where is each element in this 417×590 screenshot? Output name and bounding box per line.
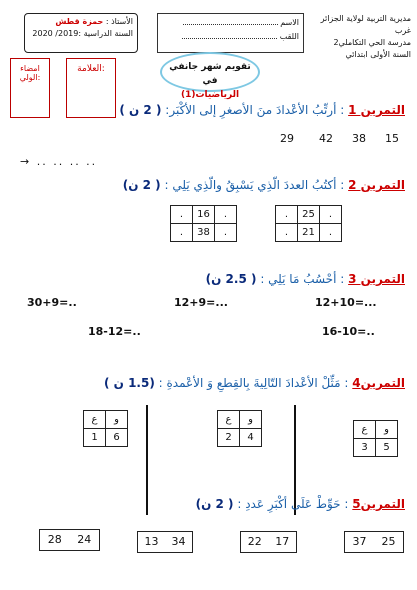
ex1-label: التمرين 1 <box>348 103 405 117</box>
ex5-pair-box[interactable] <box>344 531 404 553</box>
ex5-number[interactable]: 13 <box>144 535 159 548</box>
ex4-head-units: و <box>240 411 262 429</box>
ex1-number: 29 <box>280 132 294 145</box>
ex4-value: 2 <box>218 429 240 447</box>
ex4-points: (1.5 ن ) <box>103 376 155 390</box>
school-info <box>311 13 411 61</box>
ex5-number[interactable]: 34 <box>171 535 186 548</box>
school-line: مديرية التربية لولاية الجزائر غرب <box>320 14 411 35</box>
ex4-title <box>104 376 405 390</box>
ex4-table-1 <box>83 410 128 447</box>
student-box <box>157 13 304 53</box>
ex4-table-3 <box>353 420 398 457</box>
ex1-number: 15 <box>385 132 399 145</box>
ex2-cell[interactable]: . <box>320 224 342 242</box>
school-year: السنة الدراسية :2019/ 2020 <box>32 29 133 38</box>
ex2-cell[interactable]: . <box>276 206 298 224</box>
ex3-equation: 12+9=... <box>174 296 228 309</box>
ex4-label: التمرين4 <box>352 376 405 390</box>
ex1-text: : أرتِّبُ الأعْدادَ منَ الأصغرِ إلى الأكْبَر: <box>165 103 345 117</box>
ex4-head-tens: ع <box>218 411 240 429</box>
ex2-cell[interactable]: . <box>215 224 237 242</box>
ex4-table-2 <box>217 410 262 447</box>
ex5-title <box>196 497 405 511</box>
ex4-value: 1 <box>84 429 106 447</box>
ex2-cell[interactable]: . <box>276 224 298 242</box>
ex5-number[interactable]: 37 <box>352 535 367 548</box>
ex5-text: : حَوِّطْ عَلَى أكْبَرِ عَددِ : <box>237 497 349 511</box>
ex2-cell: 21 <box>298 224 320 242</box>
ex1-title <box>119 103 405 117</box>
teacher-label: الأستاذ : <box>105 17 133 26</box>
ex2-cell[interactable]: . <box>320 206 342 224</box>
ex5-pair-box[interactable] <box>39 529 100 551</box>
page-title <box>160 52 260 100</box>
school-line: السنة الأولى ابتدائي <box>345 50 411 59</box>
school-line: مدرسة الحي التكاملي2 <box>333 38 411 47</box>
ex5-points: ( 2 ن) <box>195 497 234 511</box>
ex3-points: ( 2.5 ن) <box>205 272 257 286</box>
ex3-equation: 16-10=.. <box>322 325 375 338</box>
student-surname-field[interactable] <box>182 30 277 39</box>
ex5-number[interactable]: 17 <box>275 535 290 548</box>
ex2-points: ( 2 ن) <box>122 178 161 192</box>
student-name-field[interactable] <box>183 16 278 25</box>
ex2-table-right <box>275 205 342 242</box>
ex2-cell: 25 <box>298 206 320 224</box>
ex2-cell[interactable]: . <box>171 224 193 242</box>
ex4-value: 4 <box>240 429 262 447</box>
grade-label: العلامة: <box>77 64 105 74</box>
ex2-table-left <box>170 205 237 242</box>
title-line-1: تقويم شهر جانفي في <box>169 62 251 86</box>
ex4-value: 3 <box>354 439 376 457</box>
ex3-text: : أحْسُبُ مَا يَلِي : <box>260 272 345 286</box>
teacher-name: حمزة قطش <box>55 17 104 26</box>
ex4-text: : مَثِّلْ الأعْدادَ التّالِيةَ بِالقِطعِ وَ الأعْمدةِ : <box>158 376 349 390</box>
ex1-points: ( 2 ن ) <box>119 103 162 117</box>
title-line-2: الرياضيات(1) <box>180 90 240 100</box>
ex2-text: : أكتُبُ العددَ الّذِي يَسْبِقُ والّذِي يَلِي : <box>164 178 345 192</box>
student-name-label: الاسم <box>280 18 299 27</box>
ex1-answer-line[interactable]: → .. .. .. .. <box>20 155 98 168</box>
ex2-label: التمرين 2 <box>348 178 405 192</box>
ex5-number[interactable]: 22 <box>247 535 262 548</box>
ex4-head-tens: ع <box>84 411 106 429</box>
ex4-value: 6 <box>106 429 128 447</box>
signature-label: امضاء الولي: <box>19 64 41 82</box>
ex4-value: 5 <box>376 439 398 457</box>
parent-signature-box <box>10 58 50 118</box>
ex5-label: التمرين5 <box>352 497 405 511</box>
ex3-equation: 12+10=... <box>315 296 377 309</box>
ex3-equation: 30+9=.. <box>27 296 77 309</box>
ex5-pair-box[interactable] <box>137 531 193 553</box>
ex2-cell[interactable]: . <box>215 206 237 224</box>
ex4-head-units: و <box>376 421 398 439</box>
grade-box <box>66 58 116 118</box>
ex2-title <box>123 178 405 192</box>
ex5-number[interactable]: 24 <box>77 533 92 546</box>
ex5-pair-box[interactable] <box>240 531 297 553</box>
ex2-cell: 16 <box>193 206 215 224</box>
ex5-number[interactable]: 28 <box>47 533 62 546</box>
ex2-cell: 38 <box>193 224 215 242</box>
ex4-head-units: و <box>106 411 128 429</box>
ex4-head-tens: ع <box>354 421 376 439</box>
ex1-number: 42 <box>319 132 333 145</box>
ex3-label: التمرين 3 <box>348 272 405 286</box>
student-surname-label: اللقب <box>279 32 299 41</box>
ex5-number[interactable]: 25 <box>381 535 396 548</box>
teacher-box <box>24 13 138 53</box>
ex3-equation: 18-12=.. <box>88 325 141 338</box>
ex1-number: 38 <box>352 132 366 145</box>
ex3-title <box>206 272 405 286</box>
ex2-cell[interactable]: . <box>171 206 193 224</box>
ex4-divider <box>146 405 148 515</box>
